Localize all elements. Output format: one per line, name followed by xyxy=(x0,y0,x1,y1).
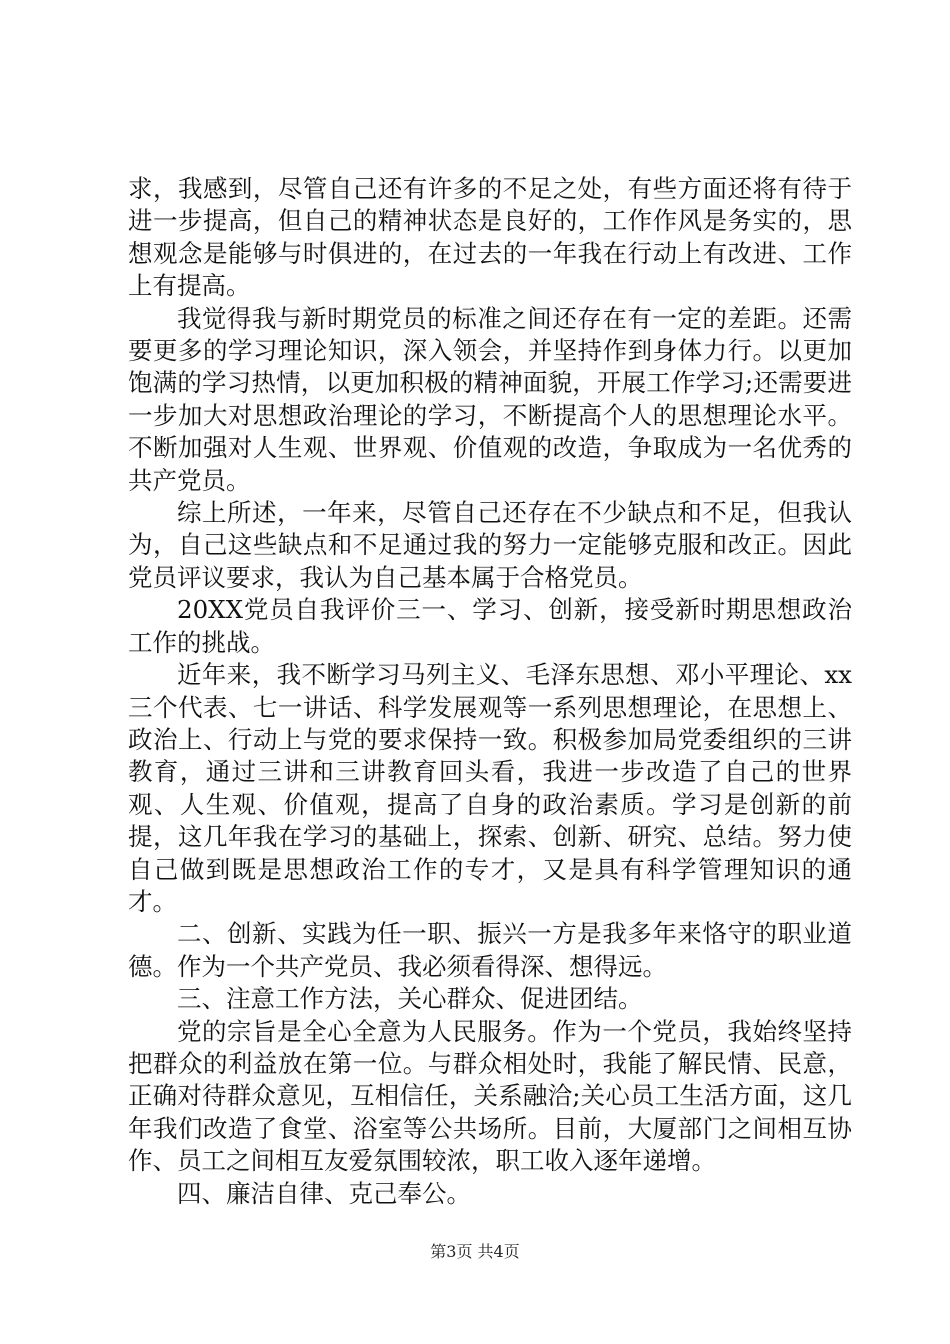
document-body xyxy=(128,173,852,1210)
paragraph: 近年来，我不断学习马列主义、毛泽东思想、邓小平理论、xx三个代表、七一讲话、科学发展观等一系列思想理论，在思想上、政治上、行动上与党的要求保持一致。积极参加局党委组织的三讲教育，通过三讲和三讲教育回头看，我进一步改造了自己的世界观、人生观、价值观，提高了自身的政治素质。学习是创新的前提，这几年我在学习的基础上，探索、创新、研究、总结。努力使自己做到既是思想政治工作的专才，又是具有科学管理知识的通才。 xyxy=(128,660,852,916)
paragraph: 我觉得我与新时期党员的标准之间还存在有一定的差距。还需要更多的学习理论知识，深入领会，并坚持作到身体力行。以更加饱满的学习热情，以更加积极的精神面貌，开展工作学习;还需要进一步加大对思想政治理论的学习，不断提高个人的思想理论水平。不断加强对人生观、世界观、价值观的改造，争取成为一名优秀的共产党员。 xyxy=(128,303,852,495)
section-heading: 三、注意工作方法，关心群众、促进团结。 xyxy=(177,984,643,1014)
section-heading: 四、廉洁自律、克己奉公。 xyxy=(177,1178,471,1208)
paragraph-continuation: 求，我感到，尽管自己还有许多的不足之处，有些方面还将有待于进一步提高，但自己的精神状态是良好的，工作作风是务实的，思想观念是能够与时俱进的，在过去的一年我在行动上有改进、工作上有提高。 xyxy=(128,174,852,301)
paragraph: 20XX党员自我评价三一、学习、创新，接受新时期思想政治工作的挑战。 xyxy=(128,595,852,657)
paragraph: 综上所述，一年来，尽管自己还存在不少缺点和不足，但我认为，自己这些缺点和不足通过我的努力一定能够克服和改正。因此党员评议要求，我认为自己基本属于合格党员。 xyxy=(128,498,852,592)
paragraph: 二、创新、实践为任一职、振兴一方是我多年来恪守的职业道德。作为一个共产党员、我必须看得深、想得远。 xyxy=(128,919,852,981)
page-footer xyxy=(0,1242,950,1262)
paragraph: 党的宗旨是全心全意为人民服务。作为一个党员，我始终坚持把群众的利益放在第一位。与群众相处时，我能了解民情、民意，正确对待群众意见，互相信任，关系融洽;关心员工生活方面，这几年我们改造了食堂、浴室等公共场所。目前，大厦部门之间相互协作、员工之间相互友爱氛围较浓，职工收入逐年递增。 xyxy=(128,1016,852,1176)
page-number: 第3页 共4页 xyxy=(430,1242,520,1261)
